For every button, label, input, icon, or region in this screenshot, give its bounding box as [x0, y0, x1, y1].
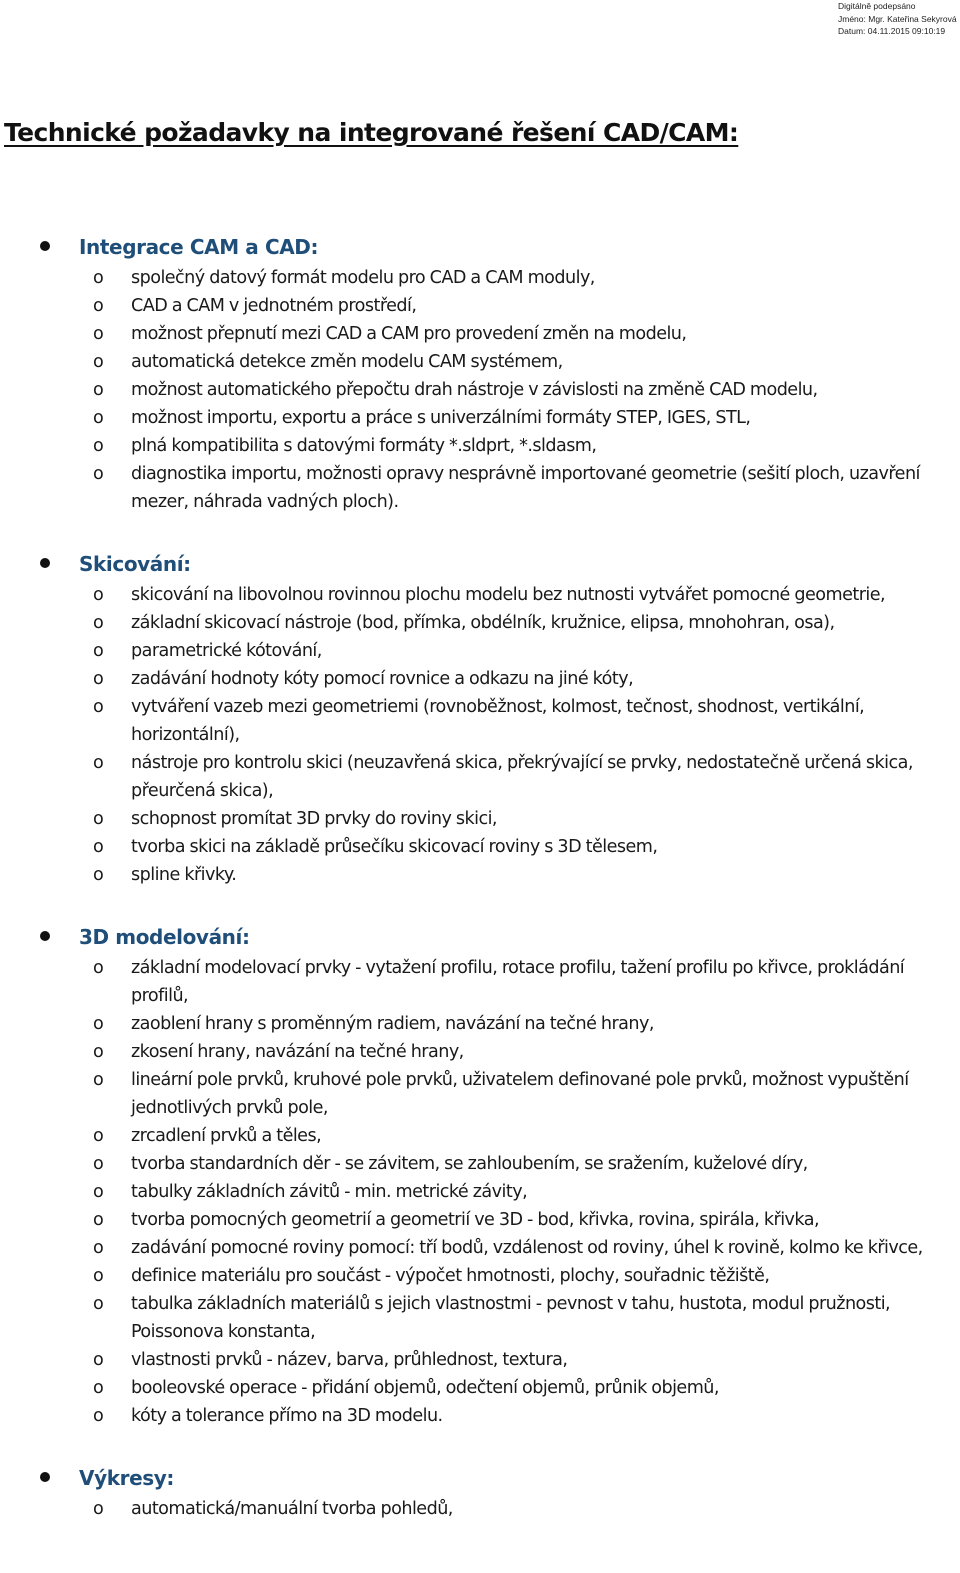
- circle-bullet-icon: o: [93, 1014, 104, 1034]
- circle-bullet-icon: o: [93, 1238, 104, 1258]
- list-item: o automatická detekce změn modelu CAM systémem,: [0, 348, 960, 376]
- section-items: [0, 264, 960, 516]
- list-item: o zaoblení hrany s proměnným radiem, navázání na tečné hrany,: [0, 1010, 960, 1038]
- list-item: o tabulka základních materiálů s jejich vlastnostmi - pevnost v tahu, hustota, modul pružnosti, Poissonova konstanta,: [0, 1290, 960, 1346]
- section-items: [0, 954, 960, 1430]
- circle-bullet-icon: o: [93, 1182, 104, 1202]
- section-sketching: [0, 547, 960, 889]
- list-item: o vytváření vazeb mezi geometriemi (rovnoběžnost, kolmost, tečnost, shodnost, vertikální, horizontální),: [0, 693, 960, 749]
- list-item: o základní skicovací nástroje (bod, přímka, obdélník, kružnice, elipsa, mnohohran, osa),: [0, 609, 960, 637]
- circle-bullet-icon: o: [93, 837, 104, 857]
- section-items: [0, 581, 960, 889]
- list-item: o tabulky základních závitů - min. metrické závity,: [0, 1178, 960, 1206]
- list-item: o plná kompatibilita s datovými formáty *.sldprt, *.sldasm,: [0, 432, 960, 460]
- bullet-dot-icon: [40, 1472, 50, 1482]
- bullet-dot-icon: [40, 558, 50, 568]
- circle-bullet-icon: o: [93, 1042, 104, 1062]
- signature-line-signed: Digitálně podepsáno: [838, 1, 916, 11]
- section-heading: Skicování:: [79, 552, 191, 576]
- document-title: Technické požadavky na integrované řešení CAD/CAM:: [4, 118, 739, 147]
- circle-bullet-icon: o: [93, 464, 104, 484]
- circle-bullet-icon: o: [93, 585, 104, 605]
- circle-bullet-icon: o: [93, 1070, 104, 1090]
- circle-bullet-icon: o: [93, 1406, 104, 1426]
- list-item: o automatická/manuální tvorba pohledů,: [0, 1495, 960, 1523]
- list-item: o diagnostika importu, možnosti opravy nesprávně importované geometrie (sešití ploch, uzavření mezer, náhrada vadných ploch).: [0, 460, 960, 516]
- circle-bullet-icon: o: [93, 1294, 104, 1314]
- list-item: o základní modelovací prvky - vytažení profilu, rotace profilu, tažení profilu po křivce, prokládání profilů,: [0, 954, 960, 1010]
- circle-bullet-icon: o: [93, 1266, 104, 1286]
- list-item: o zrcadlení prvků a těles,: [0, 1122, 960, 1150]
- circle-bullet-icon: o: [93, 1126, 104, 1146]
- list-item: o vlastnosti prvků - název, barva, průhlednost, textura,: [0, 1346, 960, 1374]
- circle-bullet-icon: o: [93, 1154, 104, 1174]
- bullet-dot-icon: [40, 241, 50, 251]
- section-drawings: [0, 1461, 960, 1523]
- list-item: o možnost importu, exportu a práce s univerzálními formáty STEP, IGES, STL,: [0, 404, 960, 432]
- circle-bullet-icon: o: [93, 268, 104, 288]
- section-heading: 3D modelování:: [79, 925, 250, 949]
- circle-bullet-icon: o: [93, 436, 104, 456]
- circle-bullet-icon: o: [93, 1210, 104, 1230]
- list-item: o kóty a tolerance přímo na 3D modelu.: [0, 1402, 960, 1430]
- digital-signature: [838, 0, 957, 38]
- list-item: o zadávání pomocné roviny pomocí: tří bodů, vzdálenost od roviny, úhel k rovině, kolmo ke křivce,: [0, 1234, 960, 1262]
- list-item: o společný datový formát modelu pro CAD a CAM moduly,: [0, 264, 960, 292]
- circle-bullet-icon: o: [93, 296, 104, 316]
- requirements-list: [0, 230, 960, 1523]
- section-heading: Integrace CAM a CAD:: [79, 235, 319, 259]
- circle-bullet-icon: o: [93, 697, 104, 717]
- circle-bullet-icon: o: [93, 753, 104, 773]
- circle-bullet-icon: o: [93, 641, 104, 661]
- circle-bullet-icon: o: [93, 809, 104, 829]
- list-item: o zkosení hrany, navázání na tečné hrany,: [0, 1038, 960, 1066]
- section-items: [0, 1495, 960, 1523]
- section-heading: Výkresy:: [79, 1466, 174, 1490]
- list-item: o možnost přepnutí mezi CAD a CAM pro provedení změn na modelu,: [0, 320, 960, 348]
- circle-bullet-icon: o: [93, 958, 104, 978]
- circle-bullet-icon: o: [93, 613, 104, 633]
- signature-line-date: Datum: 04.11.2015 09:10:19: [838, 26, 946, 36]
- list-item: o tvorba standardních děr - se závitem, se zahloubením, se sražením, kuželové díry,: [0, 1150, 960, 1178]
- circle-bullet-icon: o: [93, 1499, 104, 1519]
- list-item: o zadávání hodnoty kóty pomocí rovnice a odkazu na jiné kóty,: [0, 665, 960, 693]
- circle-bullet-icon: o: [93, 669, 104, 689]
- circle-bullet-icon: o: [93, 380, 104, 400]
- circle-bullet-icon: o: [93, 1378, 104, 1398]
- circle-bullet-icon: o: [93, 865, 104, 885]
- circle-bullet-icon: o: [93, 324, 104, 344]
- circle-bullet-icon: o: [93, 408, 104, 428]
- list-item: o booleovské operace - přidání objemů, odečtení objemů, průnik objemů,: [0, 1374, 960, 1402]
- list-item: o lineární pole prvků, kruhové pole prvků, uživatelem definované pole prvků, možnost vypuštění jednotlivých prvků pole,: [0, 1066, 960, 1122]
- list-item: o CAD a CAM v jednotném prostředí,: [0, 292, 960, 320]
- list-item: o skicování na libovolnou rovinnou plochu modelu bez nutnosti vytvářet pomocné geometrie,: [0, 581, 960, 609]
- list-item: o spline křivky.: [0, 861, 960, 889]
- list-item: o tvorba skici na základě průsečíku skicovací roviny s 3D tělesem,: [0, 833, 960, 861]
- bullet-dot-icon: [40, 931, 50, 941]
- list-item: o definice materiálu pro součást - výpočet hmotnosti, plochy, souřadnic těžiště,: [0, 1262, 960, 1290]
- signature-line-name: Jméno: Mgr. Kateřina Sekyrová: [838, 13, 957, 24]
- list-item: o schopnost promítat 3D prvky do roviny skici,: [0, 805, 960, 833]
- list-item: o tvorba pomocných geometrií a geometrií ve 3D - bod, křivka, rovina, spirála, křivka,: [0, 1206, 960, 1234]
- list-item: o nástroje pro kontrolu skici (neuzavřená skica, překrývající se prvky, nedostatečně určená skica, přeurčená skica),: [0, 749, 960, 805]
- circle-bullet-icon: o: [93, 352, 104, 372]
- list-item: o parametrické kótování,: [0, 637, 960, 665]
- list-item: o možnost automatického přepočtu drah nástroje v závislosti na změně CAD modelu,: [0, 376, 960, 404]
- section-3d-modeling: [0, 920, 960, 1430]
- circle-bullet-icon: o: [93, 1350, 104, 1370]
- section-cam-cad-integration: [0, 230, 960, 516]
